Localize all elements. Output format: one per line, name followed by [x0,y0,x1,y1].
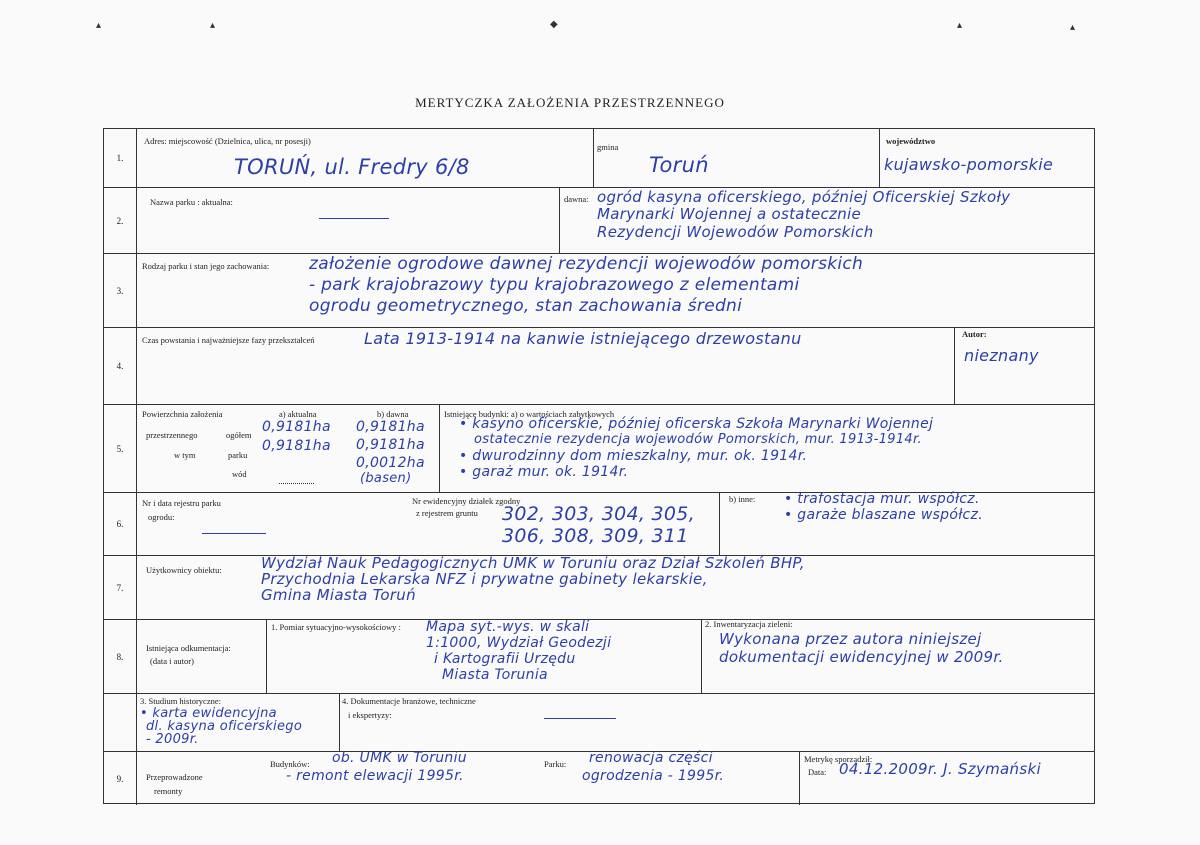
park-name-former-line: Rezydencji Wojewodów Pomorskich [597,223,874,241]
former-water-note: (basen) [360,471,412,486]
parcel-numbers-line: 306, 308, 309, 311 [502,525,689,547]
scan-mark: ▴ [96,20,102,31]
former-water-value: 0,0012ha [356,455,425,471]
greenery-inventory-label: 2. Inwentaryzacja zieleni: [705,619,793,629]
building-repairs-label: Budynków: [270,759,310,769]
repairs-label: Przeprowadzone [146,772,203,782]
current-total-value: 0,9181ha [262,419,331,435]
building-line: • dwurodzinny dom mieszkalny, mur. ok. 1914r. [459,448,808,464]
address-label: Adres: miejscowość (Dzielnica, ulica, nr posesji) [144,136,311,146]
technical-docs-label: 4. Dokumentacje branżowe, techniczne [342,696,476,706]
scan-mark: ▴ [1070,22,1076,33]
survey-line: Mapa syt.-wys. w skali [426,619,590,635]
former-total-value: 0,9181ha [356,419,425,435]
row-park-type [104,254,1094,328]
park-repairs-line: ogrodzenia - 1995r. [582,768,725,784]
users-line: Wydział Nauk Pedagogicznych UMK w Toruniu oraz Dział Szkoleń BHP, [261,554,805,572]
survey-line: Miasta Torunia [442,667,548,683]
technical-docs-label: i ekspertyzy: [348,710,392,720]
park-repairs-line: renowacja części [589,750,713,766]
other-buildings-label: b) inne: [729,494,756,504]
author-label: Autor: [962,329,987,339]
park-repairs-label: Parku: [544,759,567,769]
date-value: 04.12.2009r. J. Szymański [839,760,1041,778]
row-creation-time [104,328,1094,405]
historical-study-line: • karta ewidencyjna [140,706,277,721]
row-number: 3. [104,254,137,327]
registry-label: ogrodu: [148,512,175,522]
scan-mark: ▴ [210,20,216,31]
row-number: 7. [104,556,137,619]
other-building-line: • trafostacja mur. współcz. [784,491,980,507]
park-label: parku [228,450,248,460]
former-area-label: b) dawna [377,409,409,419]
park-name-former-line: Marynarki Wojennej a ostatecznie [597,205,862,223]
park-type-line: - park krajobrazowy typu krajobrazowego z elementami [309,275,800,295]
greenery-inventory-line: Wykonana przez autora niniejszej [719,630,982,648]
building-repairs-line: ob. UMK w Toruniu [332,750,467,766]
address-value: TORUŃ, ul. Fredry 6/8 [234,155,470,179]
technical-docs-blank [544,718,616,719]
row-number: 9. [104,752,137,805]
row-number: 1. [104,129,137,187]
users-line: Gmina Miasta Toruń [261,586,416,604]
documentation-label: (data i autor) [150,656,194,666]
row-number: 4. [104,328,137,404]
water-label: wód [232,469,247,479]
historical-study-line: - 2009r. [146,732,199,747]
row-repairs [104,752,1094,805]
survey-label: 1. Pomiar sytuacyjno-wysokościowy : [271,622,401,632]
scan-mark: ▴ [957,20,963,31]
creation-time-label: Czas powstania i najważniejsze fazy przekształceń [142,335,315,345]
creation-time-value: Lata 1913-1914 na kanwie istniejącego drzewostanu [364,329,802,348]
row-studies [104,694,1094,752]
row-documentation [104,620,1094,694]
other-building-line: • garaże blaszane współcz. [784,507,983,523]
buildings-label: Istniejące budynki: a) o wartościach zabytkowych [444,409,615,419]
park-type-line: ogrodu geometrycznego, stan zachowania średni [309,296,743,316]
survey-line: i Kartografii Urzędu [434,651,576,667]
total-label: ogółem [226,430,252,440]
area-label: w tym [174,450,196,460]
current-park-value: 0,9181ha [262,438,331,454]
row-park-name [104,188,1094,254]
row-number: 2. [104,188,137,253]
park-type-line: założenie ogrodowe dawnej rezydencji wojewodów pomorskich [309,254,864,274]
area-label: Powierzchnia założenia [142,409,223,419]
parcel-numbers-line: 302, 303, 304, 305, [502,503,696,525]
park-name-current-label: Nazwa parku : aktualna: [150,197,233,207]
building-repairs-line: - remont elewacji 1995r. [286,768,464,784]
author-value: nieznany [964,346,1039,365]
row-number: 6. [104,493,137,555]
users-line: Przychodnia Lekarska NFZ i prywatne gabinety lekarskie, [261,570,708,588]
registry-blank [202,533,266,534]
page-title: MERTYCZKA ZAŁOŻENIA PRZESTRZENNEGO [415,95,725,110]
parcel-label: z rejestrem gruntu [416,508,478,518]
parcel-label: Nr ewidencyjny działek zgodny [412,496,521,506]
registry-label: Nr i data rejestru parku [142,498,221,508]
survey-line: 1:1000, Wydział Geodezji [426,635,612,651]
date-label: Data: [808,767,827,777]
wojewodztwo-label: województwo [886,136,936,146]
park-name-current-blank [319,218,389,219]
building-line: • kasyno oficerskie, później oficerska Szkoła Marynarki Wojennej [459,416,934,432]
metryczka-form [103,128,1095,804]
gmina-label: gmina [597,142,619,152]
row-number: 8. [104,620,137,693]
documentation-label: Istniejąca odkumentacja: [146,643,231,653]
row-registry [104,493,1094,556]
row-number: 5. [104,405,137,492]
users-label: Użytkownicy obiektu: [146,565,222,575]
repairs-label: remonty [154,786,183,796]
wojewodztwo-value: kujawsko-pomorskie [884,155,1054,174]
greenery-inventory-line: dokumentacji ewidencyjnej w 2009r. [719,648,1004,666]
building-line: ostatecznie rezydencja wojewodów Pomorskich, mur. 1913-1914r. [474,432,922,447]
park-name-former-label: dawna: [564,194,589,204]
building-line: • garaż mur. ok. 1914r. [459,464,629,480]
row-users [104,556,1094,620]
area-label: przestrzennego [146,430,198,440]
current-area-label: a) aktualna [279,409,317,419]
gmina-value: Toruń [649,153,709,177]
historical-study-label: 3. Studium historyczne: [140,696,221,706]
historical-study-line: dl. kasyna oficerskiego [146,719,303,734]
scan-mark: ◆ [550,19,558,30]
former-park-value: 0,9181ha [356,437,425,453]
park-name-former-line: ogród kasyna oficerskiego, później Oficerskiej Szkoły [597,188,1011,206]
row-area [104,405,1094,493]
park-type-label: Rodzaj parku i stan jego zachowania: [142,261,270,271]
prepared-by-label: Metrykę sporządził: [804,754,873,764]
row-address [104,129,1094,188]
